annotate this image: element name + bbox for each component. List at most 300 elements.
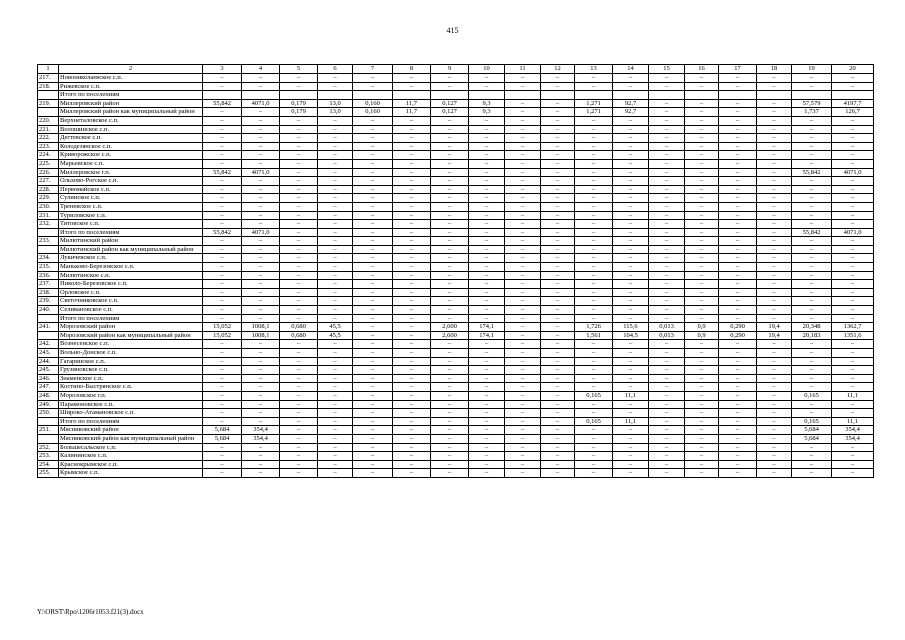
- cell-value: –: [649, 237, 685, 246]
- cell-value: –: [541, 469, 575, 478]
- cell-value: 19,4: [757, 331, 792, 340]
- cell-value: –: [541, 99, 575, 108]
- cell-value: –: [649, 74, 685, 83]
- row-name: Дегтевское с.п.: [59, 134, 203, 143]
- cell-value: –: [541, 306, 575, 315]
- cell-value: –: [832, 177, 874, 186]
- cell-value: –: [541, 443, 575, 452]
- cell-value: –: [353, 314, 393, 323]
- cell-value: –: [541, 400, 575, 409]
- cell-value: –: [393, 177, 431, 186]
- cell-value: –: [393, 366, 431, 375]
- cell-value: –: [792, 357, 832, 366]
- cell-value: –: [203, 280, 242, 289]
- cell-value: –: [541, 237, 575, 246]
- cell-value: –: [393, 159, 431, 168]
- cell-value: –: [719, 228, 757, 237]
- cell-value: –: [575, 125, 613, 134]
- cell-value: –: [505, 271, 541, 280]
- cell-value: –: [353, 366, 393, 375]
- cell-value: –: [719, 409, 757, 418]
- cell-value: –: [685, 151, 719, 160]
- table-row: [38, 426, 874, 435]
- row-name: Мясниковский район: [59, 426, 203, 435]
- cell-value: –: [242, 409, 280, 418]
- row-number: 226.: [38, 168, 59, 177]
- cell-value: 354,4: [242, 426, 280, 435]
- row-name: Миллеровский район как муниципальный район: [59, 108, 203, 117]
- cell-value: –: [469, 434, 505, 443]
- cell-value: –: [318, 228, 353, 237]
- cell-value: –: [719, 134, 757, 143]
- cell-value: –: [353, 357, 393, 366]
- cell-value: –: [792, 460, 832, 469]
- cell-value: –: [353, 383, 393, 392]
- cell-value: –: [719, 391, 757, 400]
- cell-value: –: [719, 220, 757, 229]
- cell-value: –: [431, 417, 469, 426]
- cell-value: –: [393, 185, 431, 194]
- cell-value: –: [280, 280, 318, 289]
- cell-value: 0,160: [353, 99, 393, 108]
- cell-value: –: [685, 237, 719, 246]
- cell-value: –: [719, 340, 757, 349]
- cell-value: 126,7: [832, 108, 874, 117]
- row-number: 250.: [38, 409, 59, 418]
- cell-value: –: [757, 417, 792, 426]
- cell-value: –: [649, 314, 685, 323]
- cell-value: –: [318, 280, 353, 289]
- cell-value: –: [203, 349, 242, 358]
- row-name: Грузиновское с.п.: [59, 366, 203, 375]
- cell-value: –: [685, 288, 719, 297]
- cell-value: 1,737: [792, 108, 832, 117]
- cell-value: –: [541, 177, 575, 186]
- cell-value: –: [685, 374, 719, 383]
- cell-value: [832, 91, 874, 100]
- cell-value: –: [469, 228, 505, 237]
- cell-value: –: [832, 151, 874, 160]
- cell-value: –: [757, 228, 792, 237]
- row-number: [38, 331, 59, 340]
- cell-value: –: [203, 314, 242, 323]
- cell-value: –: [757, 108, 792, 117]
- row-number: 239.: [38, 297, 59, 306]
- row-name: Морозовское г.п.: [59, 391, 203, 400]
- table-row: [38, 366, 874, 375]
- cell-value: –: [505, 340, 541, 349]
- cell-value: –: [719, 297, 757, 306]
- cell-value: –: [757, 177, 792, 186]
- cell-value: –: [353, 254, 393, 263]
- cell-value: –: [685, 177, 719, 186]
- cell-value: 55,842: [203, 228, 242, 237]
- cell-value: –: [575, 383, 613, 392]
- cell-value: –: [505, 443, 541, 452]
- row-number: 253.: [38, 452, 59, 461]
- row-number: 246.: [38, 374, 59, 383]
- cell-value: –: [685, 434, 719, 443]
- row-name: Волошинское с.п.: [59, 125, 203, 134]
- cell-value: –: [353, 288, 393, 297]
- cell-value: –: [353, 134, 393, 143]
- cell-value: –: [242, 237, 280, 246]
- cell-value: –: [318, 116, 353, 125]
- cell-value: –: [649, 288, 685, 297]
- cell-value: –: [203, 443, 242, 452]
- cell-value: –: [353, 417, 393, 426]
- cell-value: –: [280, 314, 318, 323]
- table-row: [38, 297, 874, 306]
- table-body: [38, 74, 874, 478]
- cell-value: 0,9: [685, 331, 719, 340]
- table-row: [38, 331, 874, 340]
- row-number: 236.: [38, 271, 59, 280]
- column-header: 18: [757, 65, 792, 74]
- cell-value: –: [431, 443, 469, 452]
- table-row: [38, 99, 874, 108]
- cell-value: –: [280, 237, 318, 246]
- cell-value: –: [613, 245, 649, 254]
- cell-value: –: [203, 245, 242, 254]
- cell-value: –: [792, 288, 832, 297]
- cell-value: –: [469, 263, 505, 272]
- cell-value: –: [353, 159, 393, 168]
- cell-value: –: [832, 211, 874, 220]
- cell-value: –: [280, 116, 318, 125]
- cell-value: –: [353, 220, 393, 229]
- cell-value: –: [832, 202, 874, 211]
- cell-value: –: [242, 159, 280, 168]
- cell-value: –: [203, 391, 242, 400]
- cell-value: –: [649, 168, 685, 177]
- cell-value: –: [469, 194, 505, 203]
- cell-value: –: [505, 151, 541, 160]
- cell-value: –: [541, 134, 575, 143]
- cell-value: –: [649, 357, 685, 366]
- cell-value: –: [575, 340, 613, 349]
- cell-value: –: [280, 271, 318, 280]
- cell-value: –: [541, 194, 575, 203]
- cell-value: –: [393, 340, 431, 349]
- cell-value: –: [431, 460, 469, 469]
- cell-value: –: [792, 452, 832, 461]
- cell-value: –: [613, 168, 649, 177]
- cell-value: –: [649, 417, 685, 426]
- cell-value: –: [649, 297, 685, 306]
- cell-value: –: [280, 426, 318, 435]
- cell-value: –: [649, 340, 685, 349]
- cell-value: –: [318, 245, 353, 254]
- column-header: 5: [280, 65, 318, 74]
- cell-value: –: [685, 116, 719, 125]
- cell-value: –: [353, 400, 393, 409]
- cell-value: –: [431, 185, 469, 194]
- cell-value: –: [318, 211, 353, 220]
- row-name: Морозовский район: [59, 323, 203, 332]
- table-row: [38, 452, 874, 461]
- cell-value: –: [318, 460, 353, 469]
- table-row: [38, 306, 874, 315]
- cell-value: –: [832, 74, 874, 83]
- cell-value: –: [792, 177, 832, 186]
- table-row: [38, 168, 874, 177]
- cell-value: –: [431, 469, 469, 478]
- cell-value: –: [685, 271, 719, 280]
- row-name: Николо-Березовское с.п.: [59, 280, 203, 289]
- cell-value: –: [649, 116, 685, 125]
- cell-value: –: [353, 185, 393, 194]
- cell-value: –: [757, 297, 792, 306]
- cell-value: –: [505, 357, 541, 366]
- cell-value: –: [792, 340, 832, 349]
- cell-value: –: [575, 443, 613, 452]
- cell-value: –: [792, 74, 832, 83]
- cell-value: –: [792, 220, 832, 229]
- cell-value: –: [719, 357, 757, 366]
- row-number: 223.: [38, 142, 59, 151]
- cell-value: 55,842: [203, 168, 242, 177]
- cell-value: –: [203, 263, 242, 272]
- cell-value: –: [613, 211, 649, 220]
- cell-value: –: [719, 288, 757, 297]
- cell-value: –: [541, 297, 575, 306]
- cell-value: –: [685, 452, 719, 461]
- cell-value: –: [505, 280, 541, 289]
- cell-value: 4197,7: [832, 99, 874, 108]
- row-number: 255.: [38, 469, 59, 478]
- cell-value: 13,0: [318, 108, 353, 117]
- cell-value: –: [613, 460, 649, 469]
- cell-value: –: [280, 74, 318, 83]
- cell-value: –: [719, 417, 757, 426]
- cell-value: –: [613, 434, 649, 443]
- cell-value: –: [575, 151, 613, 160]
- cell-value: –: [792, 151, 832, 160]
- cell-value: –: [203, 271, 242, 280]
- cell-value: –: [505, 168, 541, 177]
- cell-value: –: [832, 469, 874, 478]
- cell-value: [242, 91, 280, 100]
- cell-value: –: [203, 306, 242, 315]
- cell-value: –: [318, 263, 353, 272]
- table-row: [38, 280, 874, 289]
- table-row: [38, 391, 874, 400]
- cell-value: –: [613, 374, 649, 383]
- cell-value: –: [541, 263, 575, 272]
- cell-value: –: [242, 280, 280, 289]
- cell-value: –: [318, 443, 353, 452]
- row-name: Первомайское с.п.: [59, 185, 203, 194]
- cell-value: 92,7: [613, 108, 649, 117]
- cell-value: –: [613, 74, 649, 83]
- cell-value: –: [541, 383, 575, 392]
- cell-value: –: [613, 125, 649, 134]
- cell-value: –: [575, 426, 613, 435]
- cell-value: –: [469, 142, 505, 151]
- row-number: 230.: [38, 202, 59, 211]
- row-name: Милютинский район: [59, 237, 203, 246]
- cell-value: –: [431, 202, 469, 211]
- cell-value: –: [575, 357, 613, 366]
- cell-value: –: [575, 245, 613, 254]
- column-header: 12: [541, 65, 575, 74]
- cell-value: –: [757, 314, 792, 323]
- cell-value: –: [541, 142, 575, 151]
- cell-value: –: [541, 314, 575, 323]
- row-name: Марьевское с.п.: [59, 159, 203, 168]
- cell-value: 0,165: [575, 417, 613, 426]
- cell-value: –: [685, 469, 719, 478]
- cell-value: –: [575, 434, 613, 443]
- cell-value: –: [393, 409, 431, 418]
- column-header: 9: [431, 65, 469, 74]
- cell-value: –: [353, 349, 393, 358]
- column-header: 1: [38, 65, 59, 74]
- cell-value: –: [757, 82, 792, 91]
- cell-value: [203, 91, 242, 100]
- cell-value: –: [280, 374, 318, 383]
- cell-value: –: [685, 400, 719, 409]
- cell-value: 2,600: [431, 323, 469, 332]
- cell-value: –: [719, 82, 757, 91]
- cell-value: –: [505, 99, 541, 108]
- cell-value: –: [541, 434, 575, 443]
- cell-value: –: [719, 443, 757, 452]
- cell-value: –: [505, 194, 541, 203]
- cell-value: [649, 91, 685, 100]
- cell-value: –: [203, 151, 242, 160]
- cell-value: –: [469, 314, 505, 323]
- cell-value: –: [832, 383, 874, 392]
- cell-value: –: [685, 254, 719, 263]
- row-number: 218.: [38, 82, 59, 91]
- cell-value: –: [613, 297, 649, 306]
- cell-value: –: [541, 323, 575, 332]
- row-number: 234.: [38, 254, 59, 263]
- row-number: 221.: [38, 125, 59, 134]
- cell-value: –: [719, 366, 757, 375]
- cell-value: –: [541, 74, 575, 83]
- cell-value: –: [431, 306, 469, 315]
- cell-value: –: [505, 306, 541, 315]
- table-row: [38, 202, 874, 211]
- cell-value: –: [469, 306, 505, 315]
- cell-value: –: [469, 366, 505, 375]
- cell-value: –: [719, 116, 757, 125]
- cell-value: –: [832, 159, 874, 168]
- cell-value: –: [203, 74, 242, 83]
- cell-value: –: [719, 306, 757, 315]
- cell-value: –: [318, 254, 353, 263]
- cell-value: –: [242, 271, 280, 280]
- cell-value: –: [353, 168, 393, 177]
- cell-value: –: [431, 409, 469, 418]
- cell-value: –: [318, 271, 353, 280]
- cell-value: –: [469, 177, 505, 186]
- cell-value: –: [685, 211, 719, 220]
- cell-value: –: [649, 254, 685, 263]
- cell-value: –: [719, 194, 757, 203]
- cell-value: –: [685, 426, 719, 435]
- cell-value: –: [719, 202, 757, 211]
- cell-value: –: [719, 434, 757, 443]
- table-row: [38, 194, 874, 203]
- cell-value: 0,160: [353, 108, 393, 117]
- cell-value: –: [757, 306, 792, 315]
- cell-value: –: [757, 168, 792, 177]
- cell-value: –: [505, 263, 541, 272]
- cell-value: 45,5: [318, 323, 353, 332]
- cell-value: –: [393, 323, 431, 332]
- cell-value: –: [393, 452, 431, 461]
- cell-value: –: [353, 469, 393, 478]
- cell-value: –: [203, 185, 242, 194]
- cell-value: –: [318, 426, 353, 435]
- table-row: [38, 400, 874, 409]
- table-row: [38, 237, 874, 246]
- cell-value: –: [242, 245, 280, 254]
- cell-value: –: [649, 469, 685, 478]
- cell-value: 55,842: [792, 228, 832, 237]
- cell-value: –: [318, 220, 353, 229]
- cell-value: –: [280, 125, 318, 134]
- cell-value: –: [792, 202, 832, 211]
- cell-value: –: [505, 228, 541, 237]
- cell-value: –: [613, 254, 649, 263]
- cell-value: –: [318, 177, 353, 186]
- cell-value: –: [393, 168, 431, 177]
- cell-value: –: [353, 211, 393, 220]
- cell-value: –: [242, 374, 280, 383]
- cell-value: –: [541, 202, 575, 211]
- cell-value: –: [203, 469, 242, 478]
- cell-value: –: [469, 74, 505, 83]
- cell-value: –: [505, 211, 541, 220]
- row-number: [38, 91, 59, 100]
- cell-value: –: [353, 409, 393, 418]
- cell-value: –: [613, 159, 649, 168]
- cell-value: –: [613, 177, 649, 186]
- cell-value: –: [649, 374, 685, 383]
- cell-value: –: [541, 82, 575, 91]
- cell-value: –: [431, 374, 469, 383]
- cell-value: –: [757, 434, 792, 443]
- cell-value: –: [280, 134, 318, 143]
- row-number: 222.: [38, 134, 59, 143]
- cell-value: –: [280, 245, 318, 254]
- cell-value: –: [757, 99, 792, 108]
- cell-value: –: [575, 220, 613, 229]
- cell-value: 0,9: [685, 323, 719, 332]
- cell-value: –: [393, 383, 431, 392]
- cell-value: –: [575, 263, 613, 272]
- cell-value: 1,726: [575, 323, 613, 332]
- column-header: 4: [242, 65, 280, 74]
- cell-value: –: [613, 220, 649, 229]
- cell-value: –: [613, 185, 649, 194]
- cell-value: –: [353, 297, 393, 306]
- cell-value: –: [575, 168, 613, 177]
- cell-value: –: [393, 417, 431, 426]
- table-row: [38, 74, 874, 83]
- cell-value: –: [575, 185, 613, 194]
- cell-value: –: [469, 159, 505, 168]
- cell-value: –: [757, 366, 792, 375]
- cell-value: 13,0: [318, 99, 353, 108]
- cell-value: –: [469, 202, 505, 211]
- table-row: [38, 434, 874, 443]
